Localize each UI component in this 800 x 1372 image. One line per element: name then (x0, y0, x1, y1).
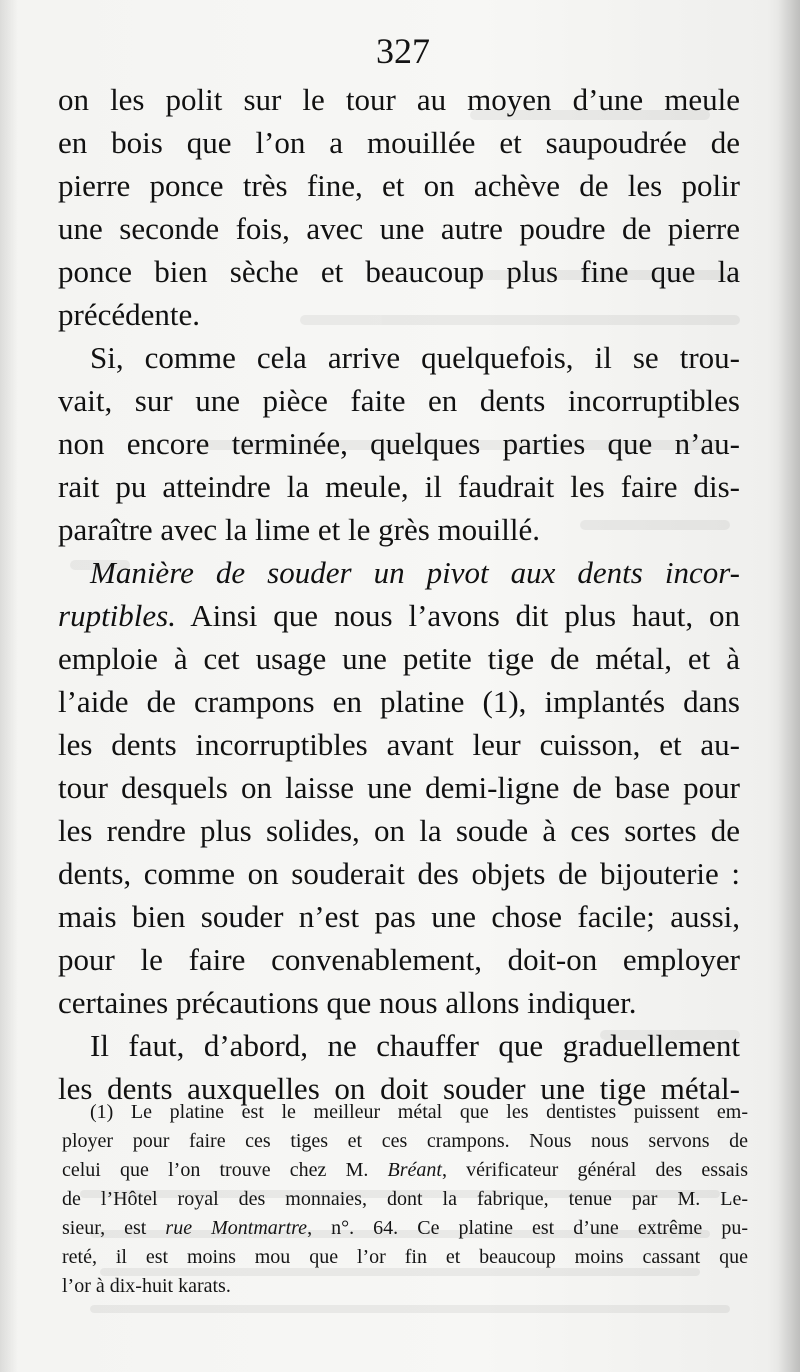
text-line-segment: précédente. (58, 297, 200, 332)
text-line-segment: paraître avec la lime et le grès mouillé. (58, 512, 540, 547)
footnote-line-segment: ployer pour faire ces tiges et ces crampons. Nous nous servons de (62, 1130, 748, 1152)
text-line (58, 551, 740, 594)
text-line-segment: dents, comme on souderait des objets de bijouterie : (58, 856, 740, 891)
text-line (58, 78, 740, 121)
text-line-segment: l’aide de crampons en platine (1), implantés dans (58, 684, 740, 719)
text-line (58, 207, 740, 250)
text-line (58, 422, 740, 465)
text-line (58, 852, 740, 895)
text-line-segment: Il faut, d’abord, ne chauffer que graduellement (90, 1028, 740, 1063)
text-line-segment: une seconde fois, avec une autre poudre de pierre (58, 211, 740, 246)
text-line (58, 680, 740, 723)
text-line-segment: les dents auxquelles on doit souder une tige métal- (58, 1071, 740, 1106)
footnote-line-segment: celui que l’on trouve chez M. (62, 1159, 388, 1181)
text-line (58, 895, 740, 938)
main-text-block (58, 78, 740, 1110)
text-line-segment: Manière de souder un pivot aux dents incor- (90, 555, 740, 590)
text-line (58, 465, 740, 508)
text-line (58, 723, 740, 766)
text-line (58, 121, 740, 164)
text-line (58, 594, 740, 637)
footnote-line (62, 1098, 748, 1127)
text-line-segment: les rendre plus solides, on la soude à ces sortes de (58, 813, 740, 848)
text-line-segment: ponce bien sèche et beaucoup plus fine que la (58, 254, 740, 289)
footnote-line-segment: de l’Hôtel royal des monnaies, dont la fabrique, tenue par M. Le- (62, 1188, 748, 1210)
text-line-segment: Ainsi que nous l’avons dit plus haut, on (175, 598, 740, 633)
text-line-segment: les dents incorruptibles avant leur cuisson, et au- (58, 727, 740, 762)
text-line-segment: pour le faire convenablement, doit-on employer (58, 942, 740, 977)
text-line-segment: rait pu atteindre la meule, il faudrait les faire dis- (58, 469, 740, 504)
text-line (58, 1024, 740, 1067)
text-line (58, 637, 740, 680)
text-line (58, 164, 740, 207)
text-line-segment: ruptibles. (58, 598, 176, 633)
footnote-line (62, 1243, 748, 1272)
text-line (58, 293, 740, 336)
footnote-line-segment: l’or à dix-huit karats. (62, 1275, 231, 1297)
page-edge-shadow (778, 0, 800, 1372)
text-line (58, 981, 740, 1024)
text-line (58, 336, 740, 379)
footnote-line-segment: reté, il est moins mou que l’or fin et beaucoup moins cassant que (62, 1246, 748, 1268)
text-line-segment: en bois que l’on a mouillée et saupoudrée de (58, 125, 740, 160)
footnote-line-segment: , vérificateur général des essais (441, 1159, 748, 1181)
text-line (58, 379, 740, 422)
text-line (58, 809, 740, 852)
footnote-line-segment: rue Montmartre (165, 1217, 308, 1239)
text-line (58, 938, 740, 981)
text-line-segment: vait, sur une pièce faite en dents incorruptibles (58, 383, 740, 418)
footnote-line-segment: (1) Le platine est le meilleur métal que les dentistes puissent em- (90, 1101, 748, 1123)
text-line-segment: on les polit sur le tour au moyen d’une meule (58, 82, 740, 117)
footnote-line (62, 1156, 748, 1185)
text-line (58, 766, 740, 809)
text-line-segment: emploie à cet usage une petite tige de métal, et à (58, 641, 740, 676)
text-line-segment: certaines précautions que nous allons indiquer. (58, 985, 637, 1020)
footnote-line (62, 1127, 748, 1156)
text-line (58, 250, 740, 293)
page-number: 327 (376, 31, 430, 71)
text-line-segment: mais bien souder n’est pas une chose facile; aussi, (58, 899, 740, 934)
text-line (58, 508, 740, 551)
footnote-line (62, 1214, 748, 1243)
footnote-block (62, 1098, 748, 1301)
footnote-line (62, 1185, 748, 1214)
text-line-segment: non encore terminée, quelques parties que n’au- (58, 426, 740, 461)
text-line-segment: pierre ponce très fine, et on achève de les polir (58, 168, 740, 203)
footnote-line-segment: Bréant (387, 1159, 442, 1181)
footnote-line-segment: sieur, est (62, 1217, 166, 1239)
footnote-line (62, 1272, 748, 1301)
text-line-segment: Si, comme cela arrive quelquefois, il se trou- (90, 340, 740, 375)
footnote-line-segment: , n°. 64. Ce platine est d’une extrême pu- (307, 1217, 748, 1239)
text-line-segment: tour desquels on laisse une demi-ligne de base pour (58, 770, 740, 805)
